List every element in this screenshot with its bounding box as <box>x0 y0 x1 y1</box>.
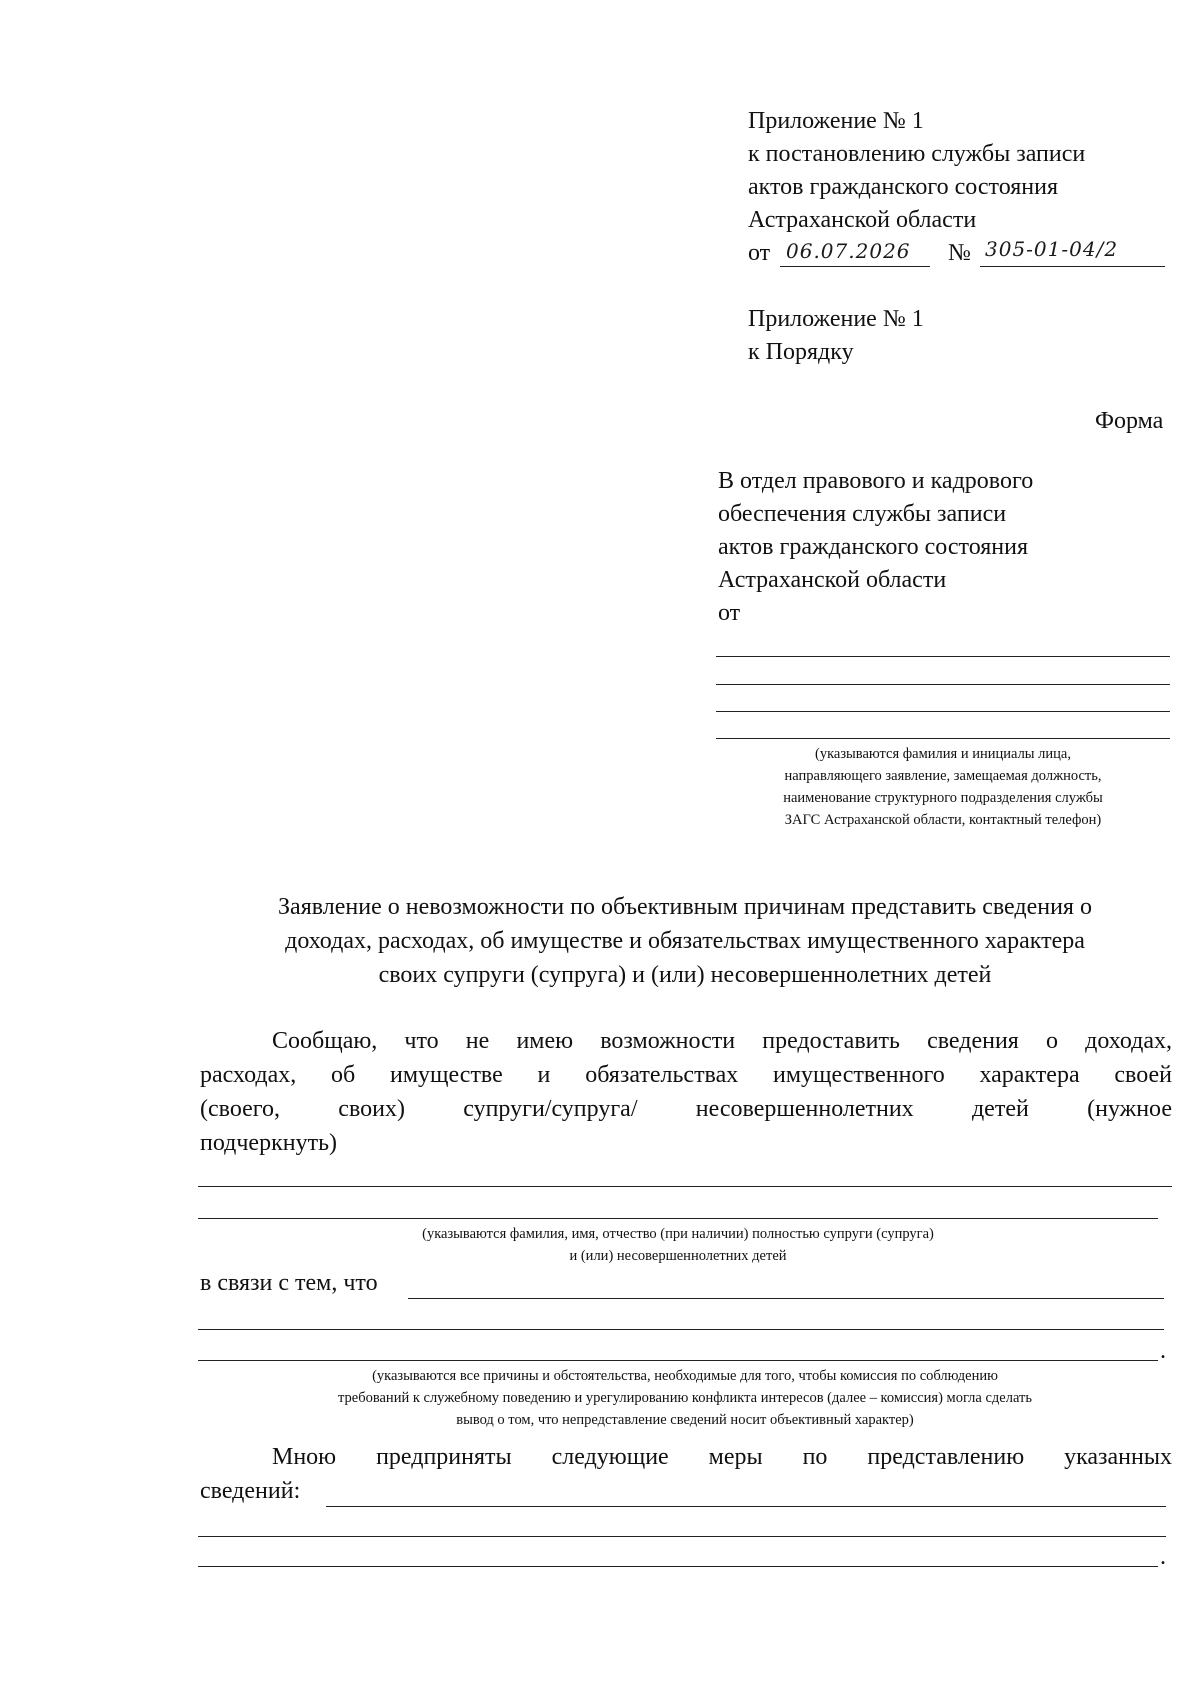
spouse-children-hint-1: (указываются фамилия, имя, отчество (при наличии) полностью супруги (супруга) <box>422 1226 934 1242</box>
appendix-line-3: актов гражданского состояния <box>748 174 1059 200</box>
addressee-hint-1: (указываются фамилия и инициалы лица, <box>814 746 1071 762</box>
spouse-children-field-line-2[interactable] <box>198 1218 1158 1219</box>
reason-field-line-3[interactable] <box>198 1360 1158 1361</box>
reason-hint-1: (указываются все причины и обстоятельства, необходимые для того, чтобы комиссия по соблюдению <box>372 1368 998 1384</box>
para1-line-4: подчеркнуть) <box>200 1130 338 1156</box>
measures-period: . <box>1160 1544 1166 1570</box>
addressee-field-line-2[interactable] <box>716 684 1170 685</box>
form-label: Форма <box>1095 408 1164 434</box>
para2-line-1: Мною предприняты следующие меры по представлению указанных <box>272 1444 1172 1470</box>
para2-prefix: сведений: <box>200 1478 301 1504</box>
para1-line-2: расходах, об имуществе и обязательствах имущественного характера своей <box>200 1062 1172 1088</box>
date-value: 06.07.2026 <box>786 239 911 263</box>
addressee-from: от <box>718 600 741 626</box>
appendix-line-4: Астраханской области <box>748 207 977 233</box>
para1-line-3: (своего, своих) супруги/супруга/ несовершеннолетних детей (нужное <box>200 1096 1172 1122</box>
reason-prefix: в связи с тем, что <box>200 1270 378 1296</box>
addressee-line-4: Астраханской области <box>718 567 947 593</box>
addressee-field-line-4[interactable] <box>716 738 1170 739</box>
statement-title-line-2: доходах, расходах, об имуществе и обязательствах имущественного характера <box>285 928 1085 954</box>
reason-field-line-1[interactable] <box>408 1298 1164 1299</box>
spouse-children-hint-2: и (или) несовершеннолетних детей <box>569 1248 787 1264</box>
spouse-children-field-line-1[interactable] <box>198 1186 1172 1187</box>
para1-line-1: Сообщаю, что не имею возможности предоставить сведения о доходах, <box>272 1028 1172 1054</box>
number-underline <box>980 266 1165 267</box>
reason-field-line-2[interactable] <box>198 1329 1164 1330</box>
number-value: 305-01-04/2 <box>985 237 1119 261</box>
measures-field-line-1[interactable] <box>326 1506 1166 1507</box>
date-prefix: от <box>748 240 771 266</box>
addressee-hint-4: ЗАГС Астраханской области, контактный телефон) <box>784 812 1102 828</box>
number-sign: № <box>948 240 971 266</box>
addressee-line-1: В отдел правового и кадрового <box>718 468 1034 494</box>
addressee-line-3: актов гражданского состояния <box>718 534 1029 560</box>
appendix-title: Приложение № 1 <box>748 108 924 134</box>
addressee-line-2: обеспечения службы записи <box>718 501 1007 527</box>
addressee-field-line-3[interactable] <box>716 711 1170 712</box>
measures-field-line-3[interactable] <box>198 1566 1158 1567</box>
addressee-hint-2: направляющего заявление, замещаемая должность, <box>784 768 1102 784</box>
addressee-field-line-1[interactable] <box>716 656 1170 657</box>
date-underline <box>780 266 930 267</box>
appendix2-title: Приложение № 1 <box>748 306 924 332</box>
appendix-line-2: к постановлению службы записи <box>748 141 1086 167</box>
addressee-hint-3: наименование структурного подразделения службы <box>783 790 1103 806</box>
reason-hint-3: вывод о том, что непредставление сведений носит объективный характер) <box>456 1412 914 1428</box>
appendix2-line-2: к Порядку <box>748 339 854 365</box>
reason-hint-2: требований к служебному поведению и урегулированию конфликта интересов (далее – комиссия) могла сделать <box>338 1390 1032 1406</box>
statement-title-line-3: своих супруги (супруга) и (или) несовершеннолетних детей <box>378 962 992 988</box>
measures-field-line-2[interactable] <box>198 1536 1166 1537</box>
reason-period: . <box>1160 1338 1166 1364</box>
statement-title-line-1: Заявление о невозможности по объективным причинам представить сведения о <box>278 894 1092 920</box>
